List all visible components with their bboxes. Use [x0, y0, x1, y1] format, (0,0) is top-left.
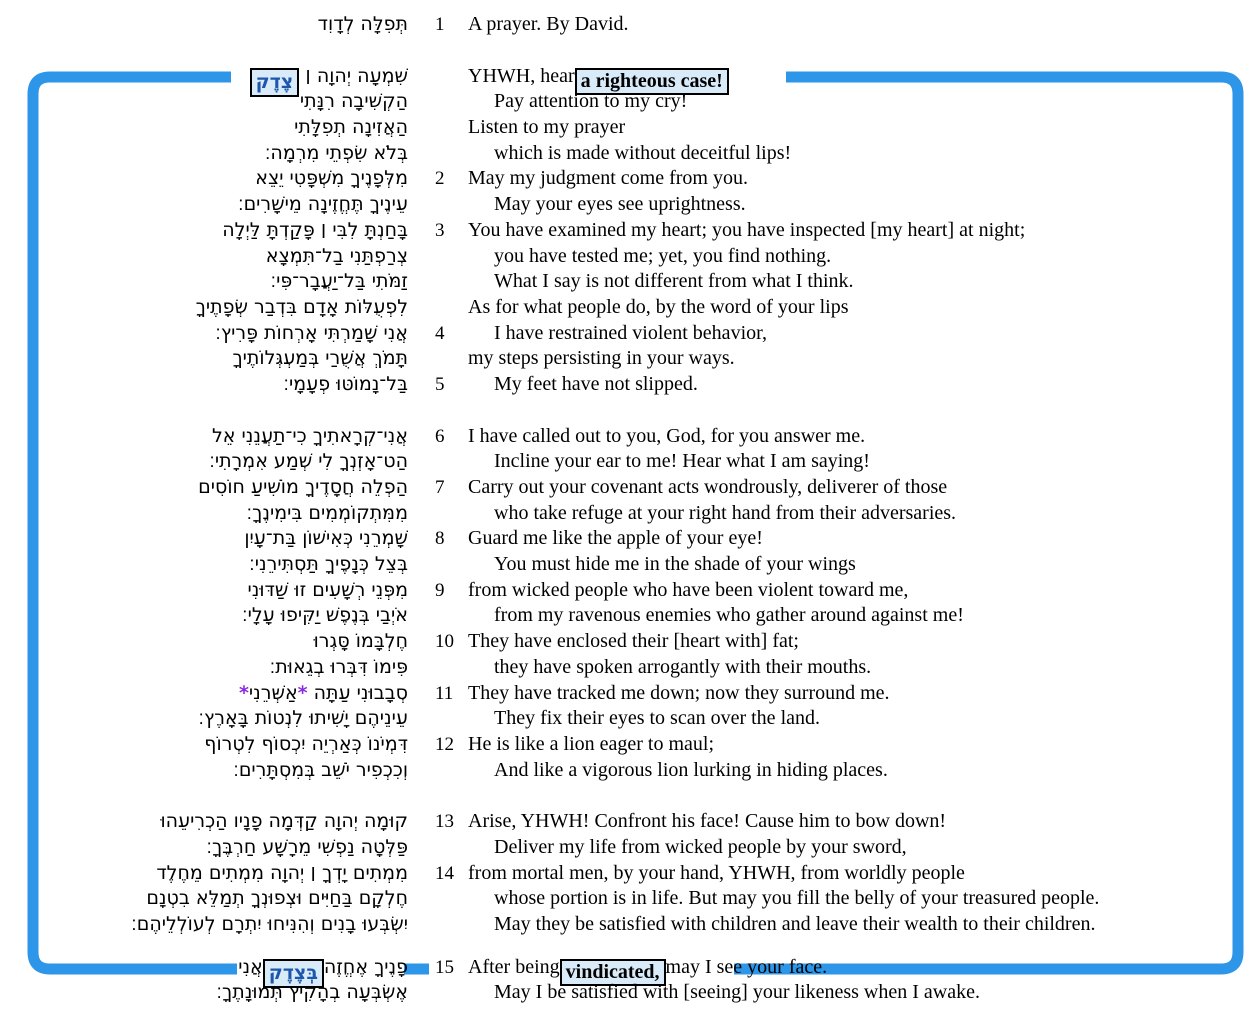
verse-number: 14: [435, 862, 454, 884]
english-line: [468, 861, 1259, 887]
hebrew-text: חֶלְקָם בַּחַיִּים וּצְפוּנְךָ תְמַלֵּא בִטְנָם: [146, 887, 408, 910]
hebrew-text: פָנֶיךָ אֶחֱזֶה: [323, 955, 408, 978]
english-line: [468, 835, 1259, 861]
hebrew-line: [0, 578, 408, 604]
hebrew-line: [0, 552, 408, 578]
english-text: And like a vigorous lion lurking in hiding places.: [494, 758, 888, 781]
emendation-asterisk: *: [238, 681, 249, 704]
psalm-line-row: [0, 655, 1259, 681]
english-text: May they be satisfied with children and leave their wealth to their children.: [494, 913, 1096, 935]
highlighted-term-hebrew[interactable]: צֶדֶק: [250, 68, 300, 97]
hebrew-text: בָּחַנְתָּ לִבִּי ׀ פָּקַדְתָּ לַּיְלָה: [222, 218, 408, 241]
english-line: [468, 449, 1259, 475]
english-line: [468, 346, 1259, 372]
english-text: They have tracked me down; now they surround me.: [468, 681, 890, 704]
hebrew-line: [0, 115, 408, 141]
hebrew-text: עֵינֵיהֶם יָשִׁיתוּ לִנְטוֹת בָּאָרֶץ׃: [198, 707, 408, 730]
verse-number: 6: [435, 425, 445, 447]
english-line: [468, 706, 1259, 732]
psalm-line-row: [0, 732, 1259, 758]
verse-number: 7: [435, 477, 445, 498]
hebrew-text: עֵינֶיךָ תֶּחֱזֶינָה מֵישָׁרִים׃: [237, 193, 408, 216]
english-text: You must hide me in the shade of your wings: [494, 553, 856, 576]
hebrew-line: [0, 141, 408, 167]
english-text: My feet have not slipped.: [494, 372, 698, 395]
english-text: Guard me like the apple of your eye!: [468, 527, 763, 550]
verse-number: 1: [435, 14, 445, 35]
english-text: who take refuge at your right hand from their adversaries.: [494, 501, 957, 524]
hebrew-line: [0, 655, 408, 681]
english-text: you have tested me; yet, you find nothing.: [494, 244, 832, 267]
hebrew-text: דִּמְיֹנוֹ כְּאַרְיֵה יִכְסוֹף לִטְרוֹף: [204, 732, 408, 755]
hebrew-text: אֲנִי־קְרָאתִיךָ כִי־תַעֲנֵנִי אֵל: [211, 424, 408, 447]
hebrew-line: [0, 218, 408, 244]
english-text: whose portion is in life. But may you fill the belly of your treasured people.: [494, 887, 1100, 910]
psalm-line-row: [0, 681, 1259, 707]
english-text: May your eyes see uprightness.: [494, 193, 746, 216]
hebrew-line: [0, 861, 408, 887]
hebrew-text: אַשְּׁרֵנִי: [248, 681, 298, 704]
english-line: [468, 629, 1259, 655]
hebrew-line: [0, 706, 408, 732]
psalm-line-row: [0, 912, 1259, 938]
hebrew-text: חֶלְבָּמוֹ סָּגְרוּ: [313, 630, 408, 653]
psalm-line-row: [0, 758, 1259, 784]
english-text: I have called out to you, God, for you answer me.: [468, 424, 866, 447]
verse-number: 9: [435, 579, 445, 601]
hebrew-text: מִלְּפָנֶיךָ מִשְׁפָּטִי יֵצֵא: [255, 167, 408, 190]
english-line: [468, 192, 1259, 218]
highlighted-term-english[interactable]: a righteous case!: [575, 68, 729, 95]
english-text: from my ravenous enemies who gather around against me!: [494, 604, 964, 627]
english-line: [468, 655, 1259, 681]
highlighted-term-english[interactable]: vindicated,: [560, 959, 666, 986]
english-text: Listen to my prayer: [468, 116, 626, 139]
psalm-line-row: [0, 449, 1259, 475]
psalm-line-row: [0, 501, 1259, 527]
hebrew-superscription: [0, 12, 408, 38]
english-line: [468, 809, 1259, 835]
hebrew-line: [0, 732, 408, 758]
english-line: [468, 372, 1259, 398]
english-line: [468, 603, 1259, 629]
hebrew-line: [0, 424, 408, 450]
hebrew-text: תָּמֹךְ אֲשֻׁרַי בְּמַעְגְּלוֹתֶיךָ: [232, 347, 408, 370]
hebrew-line: [0, 449, 408, 475]
hebrew-text: צְרַפְתַּנִי בַל־תִּמְצָא: [265, 244, 408, 267]
hebrew-line: [0, 346, 408, 372]
psalm-line-row: [0, 578, 1259, 604]
hebrew-line: [0, 166, 408, 192]
english-line: [468, 501, 1259, 527]
stanza-4: [0, 955, 1259, 1006]
hebrew-text: אֶשְׂבְּעָה בְהָקִיץ תְּמוּנָתֶךָ׃: [216, 981, 408, 1004]
english-line: [468, 166, 1259, 192]
english-line: [468, 475, 1259, 501]
verse-number: 2: [435, 168, 445, 190]
hebrew-line: [0, 758, 408, 784]
psalm-line-row: [0, 603, 1259, 629]
english-line: [468, 244, 1259, 270]
english-line: [468, 295, 1259, 321]
hebrew-line: [0, 809, 408, 835]
hebrew-line: [0, 886, 408, 912]
verse-number: 3: [435, 219, 445, 241]
verse-number: 10: [435, 631, 454, 653]
english-text: After being: [468, 955, 560, 978]
psalm-line-row: [0, 424, 1259, 450]
hebrew-line: [0, 603, 408, 629]
emendation-asterisk: *: [297, 681, 308, 704]
psalm-line-row: [0, 475, 1259, 501]
hebrew-text: אֲנִי שָׁמַרְתִּי אָרְחוֹת פָּרִיץ׃: [215, 321, 408, 344]
english-line: [468, 681, 1259, 707]
english-text: YHWH, hear: [468, 64, 575, 87]
hebrew-superscription-text: תְּפִלָּה לְדָוִד: [317, 13, 408, 35]
hebrew-line: [0, 475, 408, 501]
psalm-line-row: [0, 706, 1259, 732]
psalm-line-row: [0, 372, 1259, 398]
english-text: May I be satisfied with [seeing] your likeness when I awake.: [494, 981, 980, 1004]
english-text: may I see your face.: [665, 955, 828, 978]
hebrew-text: לִפְעֻלּוֹת אָדָם בִּדְבַר שְׂפָתֶיךָ: [195, 295, 408, 318]
hebrew-line: [0, 980, 408, 1006]
english-text: my steps persisting in your ways.: [468, 347, 735, 370]
stanza-2: [0, 424, 1259, 784]
hebrew-line: [0, 244, 408, 270]
psalm-line-row: [0, 629, 1259, 655]
verse-number: 8: [435, 528, 445, 550]
english-text: What I say is not different from what I think.: [494, 270, 854, 293]
english-text: They have enclosed their [heart with] fat;: [468, 630, 799, 653]
psalm-line-row: [0, 166, 1259, 192]
english-text: Incline your ear to me! Hear what I am saying!: [494, 450, 870, 473]
hebrew-text: בְּצֵל כְּנָפֶיךָ תַּסְתִּירֵנִי׃: [249, 553, 408, 576]
psalm-line-row: [0, 141, 1259, 167]
english-line: [468, 912, 1259, 938]
hebrew-text: אֲנִי: [238, 955, 263, 978]
hebrew-text: מִמִּתְקוֹמְמִים בִּימִינֶךָ׃: [246, 501, 408, 524]
hebrew-line: [0, 912, 408, 938]
stanza-1: [0, 64, 1259, 398]
superscription-row: [0, 12, 1259, 38]
psalm-line-row: [0, 552, 1259, 578]
hebrew-text: קוּמָה יְהוָה קַדְּמָה פָנָיו הַכְרִיעֵהוּ: [160, 810, 408, 833]
psalm-line-row: [0, 955, 1259, 984]
psalm-line-row: [0, 980, 1259, 1006]
english-superscription: A prayer. By David.: [468, 13, 629, 35]
english-line: [468, 578, 1259, 604]
psalm-line-row: [0, 809, 1259, 835]
psalm-line-row: [0, 218, 1259, 244]
psalm-page: [0, 12, 1259, 1006]
english-text: I have restrained violent behavior,: [494, 321, 767, 344]
english-line: [468, 269, 1259, 295]
hebrew-line: [0, 89, 408, 115]
hebrew-text: הַקְשִׁיבָה רִנָּתִי: [299, 90, 408, 113]
english-line: [468, 886, 1259, 912]
psalm-line-row: [0, 295, 1259, 321]
hebrew-text: סְבָבוּנִי עַתָּה: [307, 681, 408, 704]
psalm-line-row: [0, 89, 1259, 115]
hebrew-text: בַּל־נָמוֹטּוּ פְעָמָי׃: [283, 372, 408, 395]
english-line: [468, 115, 1259, 141]
english-line: [468, 552, 1259, 578]
hebrew-text: אֹיְבַי בְּנֶפֶשׁ יַקִּיפוּ עָלָי׃: [242, 604, 408, 627]
english-line: [468, 980, 1259, 1006]
psalm-line-row: [0, 835, 1259, 861]
hebrew-line: [0, 526, 408, 552]
english-text: Pay attention to my cry!: [494, 90, 688, 113]
psalm-line-row: [0, 526, 1259, 552]
psalm-line-row: [0, 886, 1259, 912]
psalm-line-row: [0, 269, 1259, 295]
psalm-line-row: [0, 346, 1259, 372]
verse-number: 13: [435, 811, 454, 833]
stanza-3: [0, 809, 1259, 937]
hebrew-text: וְכִכְפִיר יֹשֵׁב בְּמִסְתָּרִים׃: [233, 758, 408, 781]
english-text: May my judgment come from you.: [468, 167, 748, 190]
hebrew-line: [0, 681, 408, 707]
english-line: [468, 89, 1259, 115]
english-text: Arise, YHWH! Confront his face! Cause him to bow down!: [468, 810, 947, 833]
english-text: You have examined my heart; you have inspected [my heart] at night;: [468, 218, 1026, 241]
hebrew-text: הַפְלֵה חֲסָדֶיךָ מוֹשִׁיעַ חוֹסִים: [198, 476, 408, 498]
stanza-container: [0, 64, 1259, 1006]
english-line: [468, 218, 1259, 244]
hebrew-line: [0, 501, 408, 527]
english-text: They fix their eyes to scan over the land.: [494, 707, 820, 730]
hebrew-text: פִּימוֹ דִּבְּרוּ בְגֵאוּת׃: [269, 655, 408, 678]
hebrew-line: [0, 192, 408, 218]
english-line: [468, 526, 1259, 552]
english-text: from wicked people who have been violent toward me,: [468, 578, 909, 601]
hebrew-text: מִמְתִים יָדְךָ ׀ יְהוָה מִמְתִים מֵחֶלֶד: [156, 861, 408, 884]
psalm-line-row: [0, 192, 1259, 218]
psalm-line-row: [0, 861, 1259, 887]
hebrew-line: [0, 269, 408, 295]
hebrew-line: [0, 835, 408, 861]
highlighted-term-hebrew[interactable]: בְּצֶדֶק: [263, 959, 324, 988]
english-line: [468, 424, 1259, 450]
hebrew-line: [0, 629, 408, 655]
verse-number: 4: [435, 322, 445, 344]
hebrew-line: [0, 321, 408, 347]
hebrew-text: הַאֲזִינָה תְפִלָּתִי: [294, 116, 408, 139]
english-line: [468, 732, 1259, 758]
hebrew-text: פַּלְּטָה נַפְשִׁי מֵרָשָׁע חַרְבֶּךָ׃: [206, 835, 408, 858]
hebrew-text: זַמֹּתִי בַּל־יַעֲבָר־פִּי׃: [270, 270, 408, 293]
english-text: from mortal men, by your hand, YHWH, from worldly people: [468, 861, 965, 884]
english-text: Carry out your covenant acts wondrously, deliverer of those: [468, 476, 948, 498]
hebrew-text: הַט־אָזְנְךָ לִי שְׁמַע אִמְרָתִי׃: [209, 450, 408, 473]
english-text: As for what people do, by the word of your lips: [468, 295, 849, 318]
hebrew-text: שִׁמְעָה יְהוָה ׀: [299, 64, 408, 87]
hebrew-text: יִשְׂבְּעוּ בָנִים וְהִנִּיחוּ יִתְרָם לְעוֹלְלֵיהֶם׃: [131, 913, 408, 935]
english-line: [468, 141, 1259, 167]
english-text: which is made without deceitful lips!: [494, 141, 792, 164]
hebrew-line: [0, 295, 408, 321]
verse-number: 11: [435, 682, 454, 704]
english-text: they have spoken arrogantly with their mouths.: [494, 655, 872, 678]
english-text: He is like a lion eager to maul;: [468, 732, 715, 755]
psalm-line-row: [0, 64, 1259, 93]
verse-number: 15: [435, 956, 454, 978]
psalm-line-row: [0, 321, 1259, 347]
hebrew-line: [0, 372, 408, 398]
hebrew-text: מִפְּנֵי רְשָׁעִים זוּ שַׁדּוּנִי: [247, 578, 408, 601]
hebrew-text: שָׁמְרֵנִי כְּאִישׁוֹן בַּת־עָיִן: [244, 527, 408, 550]
verse-number: 12: [435, 733, 454, 755]
english-line: [468, 758, 1259, 784]
english-text: Deliver my life from wicked people by your sword,: [494, 835, 907, 858]
hebrew-text: בְּלֹא שִׂפְתֵי מִרְמָה׃: [264, 141, 408, 164]
psalm-line-row: [0, 244, 1259, 270]
english-line: [468, 321, 1259, 347]
verse-number: 5: [435, 373, 445, 395]
psalm-line-row: [0, 115, 1259, 141]
